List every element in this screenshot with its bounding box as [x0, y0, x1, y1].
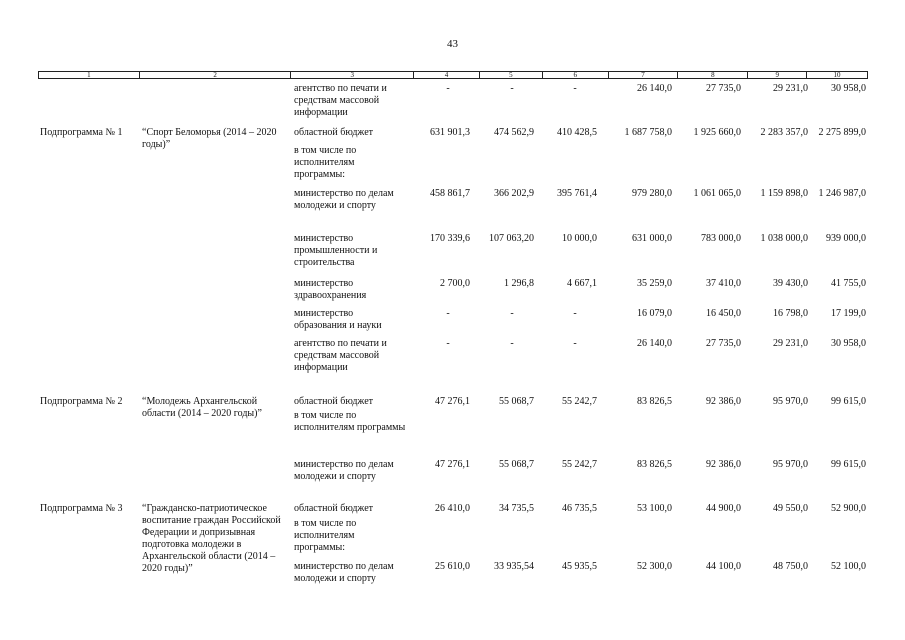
value-cell: 26 140,0: [637, 338, 672, 349]
value-cell: 2 275 899,0: [818, 127, 866, 138]
col-10-header: 10: [806, 72, 867, 78]
funding-source: министерство промышленности и строительства: [294, 233, 378, 268]
value-cell: 939 000,0: [826, 233, 866, 244]
funding-source: министерство по делам молодежи и спорту: [294, 188, 394, 211]
value-cell: 2 700,0: [440, 278, 470, 289]
value-cell: 783 000,0: [701, 233, 741, 244]
value-cell: 55 068,7: [499, 396, 534, 407]
value-cell: -: [573, 83, 577, 94]
value-cell: 458 861,7: [430, 188, 470, 199]
value-cell: 99 615,0: [831, 396, 866, 407]
value-cell: 1 159 898,0: [760, 188, 808, 199]
value-cell: 16 798,0: [773, 308, 808, 319]
value-cell: 1 687 758,0: [624, 127, 672, 138]
subprogram-title: “Спорт Беломорья (2014 – 2020 годы)”: [142, 127, 277, 150]
subprogram-label: Подпрограмма № 1: [40, 127, 123, 138]
funding-source: министерство по делам молодежи и спорту: [294, 561, 394, 584]
value-cell: 35 259,0: [637, 278, 672, 289]
funding-source: областной бюджет: [294, 503, 374, 514]
value-cell: 4 667,1: [567, 278, 597, 289]
col-7-header: 7: [608, 72, 678, 78]
value-cell: 29 231,0: [773, 338, 808, 349]
value-cell: 52 300,0: [637, 561, 672, 572]
value-cell: -: [446, 308, 450, 319]
value-cell: 44 900,0: [706, 503, 741, 514]
value-cell: 92 386,0: [706, 396, 741, 407]
funding-source: областной бюджет: [294, 127, 374, 138]
value-cell: -: [510, 308, 514, 319]
value-cell: 41 755,0: [831, 278, 866, 289]
value-cell: 29 231,0: [773, 83, 808, 94]
value-cell: -: [573, 338, 577, 349]
col-9-header: 9: [747, 72, 806, 78]
value-cell: 631 000,0: [632, 233, 672, 244]
value-cell: 83 826,5: [637, 396, 672, 407]
value-cell: 1 246 987,0: [818, 188, 866, 199]
funding-source: в том числе по исполнителям программы:: [294, 145, 357, 180]
subprogram-label: Подпрограмма № 2: [40, 396, 123, 407]
value-cell: 99 615,0: [831, 459, 866, 470]
funding-source: министерство образования и науки: [294, 308, 382, 331]
value-cell: -: [510, 83, 514, 94]
col-1-header: 1: [87, 71, 91, 79]
value-cell: -: [510, 338, 514, 349]
value-cell: 83 826,5: [637, 459, 672, 470]
value-cell: 17 199,0: [831, 308, 866, 319]
value-cell: 53 100,0: [637, 503, 672, 514]
subprogram-title: “Гражданско-патриотическое воспитание граждан Российской Федерации и допризывная подготовка молодежи в Архангельской области (2014 – 2020 годы)”: [142, 503, 281, 574]
value-cell: 366 202,9: [494, 188, 534, 199]
value-cell: 474 562,9: [494, 127, 534, 138]
funding-source: агентство по печати и средствам массовой информации: [294, 83, 387, 118]
value-cell: 26 140,0: [637, 83, 672, 94]
value-cell: 33 935,54: [494, 561, 534, 572]
value-cell: 979 280,0: [632, 188, 672, 199]
value-cell: 37 410,0: [706, 278, 741, 289]
value-cell: -: [446, 338, 450, 349]
funding-source: в том числе по исполнителям программы: [294, 410, 406, 433]
value-cell: 27 735,0: [706, 83, 741, 94]
value-cell: 55 242,7: [562, 459, 597, 470]
value-cell: 45 935,5: [562, 561, 597, 572]
value-cell: 49 550,0: [773, 503, 808, 514]
value-cell: 1 038 000,0: [760, 233, 808, 244]
value-cell: 107 063,20: [489, 233, 534, 244]
value-cell: 39 430,0: [773, 278, 808, 289]
col-5-header: 5: [479, 72, 542, 78]
value-cell: 16 079,0: [637, 308, 672, 319]
value-cell: 27 735,0: [706, 338, 741, 349]
value-cell: 47 276,1: [435, 396, 470, 407]
subprogram-title: “Молодежь Архангельской области (2014 – 2020 годы)”: [142, 396, 262, 419]
value-cell: 10 000,0: [562, 233, 597, 244]
value-cell: 55 068,7: [499, 459, 534, 470]
col-6-header: 6: [542, 72, 608, 78]
value-cell: 46 735,5: [562, 503, 597, 514]
value-cell: 395 761,4: [557, 188, 597, 199]
value-cell: -: [573, 308, 577, 319]
value-cell: 30 958,0: [831, 83, 866, 94]
value-cell: -: [446, 83, 450, 94]
value-cell: 1 925 660,0: [693, 127, 741, 138]
value-cell: 55 242,7: [562, 396, 597, 407]
value-cell: 52 900,0: [831, 503, 866, 514]
value-cell: 26 410,0: [435, 503, 470, 514]
value-cell: 16 450,0: [706, 308, 741, 319]
funding-source: в том числе по исполнителям программы:: [294, 518, 357, 553]
value-cell: 34 735,5: [499, 503, 534, 514]
value-cell: 1 061 065,0: [693, 188, 741, 199]
column-number-header: [38, 71, 868, 79]
value-cell: 631 901,3: [430, 127, 470, 138]
value-cell: 92 386,0: [706, 459, 741, 470]
col-2-header: 2: [139, 72, 291, 78]
value-cell: 410 428,5: [557, 127, 597, 138]
value-cell: 2 283 357,0: [760, 127, 808, 138]
value-cell: 95 970,0: [773, 459, 808, 470]
col-8-header: 8: [677, 72, 747, 78]
funding-source: областной бюджет: [294, 396, 374, 407]
value-cell: 1 296,8: [504, 278, 534, 289]
value-cell: 52 100,0: [831, 561, 866, 572]
subprogram-label: Подпрограмма № 3: [40, 503, 123, 514]
funding-source: министерство здравоохранения: [294, 278, 367, 301]
value-cell: 44 100,0: [706, 561, 741, 572]
col-4-header: 4: [413, 72, 479, 78]
funding-source: агентство по печати и средствам массовой информации: [294, 338, 387, 373]
value-cell: 47 276,1: [435, 459, 470, 470]
page-number: 43: [447, 38, 458, 50]
value-cell: 25 610,0: [435, 561, 470, 572]
funding-source: министерство по делам молодежи и спорту: [294, 459, 394, 482]
col-3-header: 3: [290, 72, 413, 78]
value-cell: 30 958,0: [831, 338, 866, 349]
value-cell: 48 750,0: [773, 561, 808, 572]
value-cell: 95 970,0: [773, 396, 808, 407]
value-cell: 170 339,6: [430, 233, 470, 244]
